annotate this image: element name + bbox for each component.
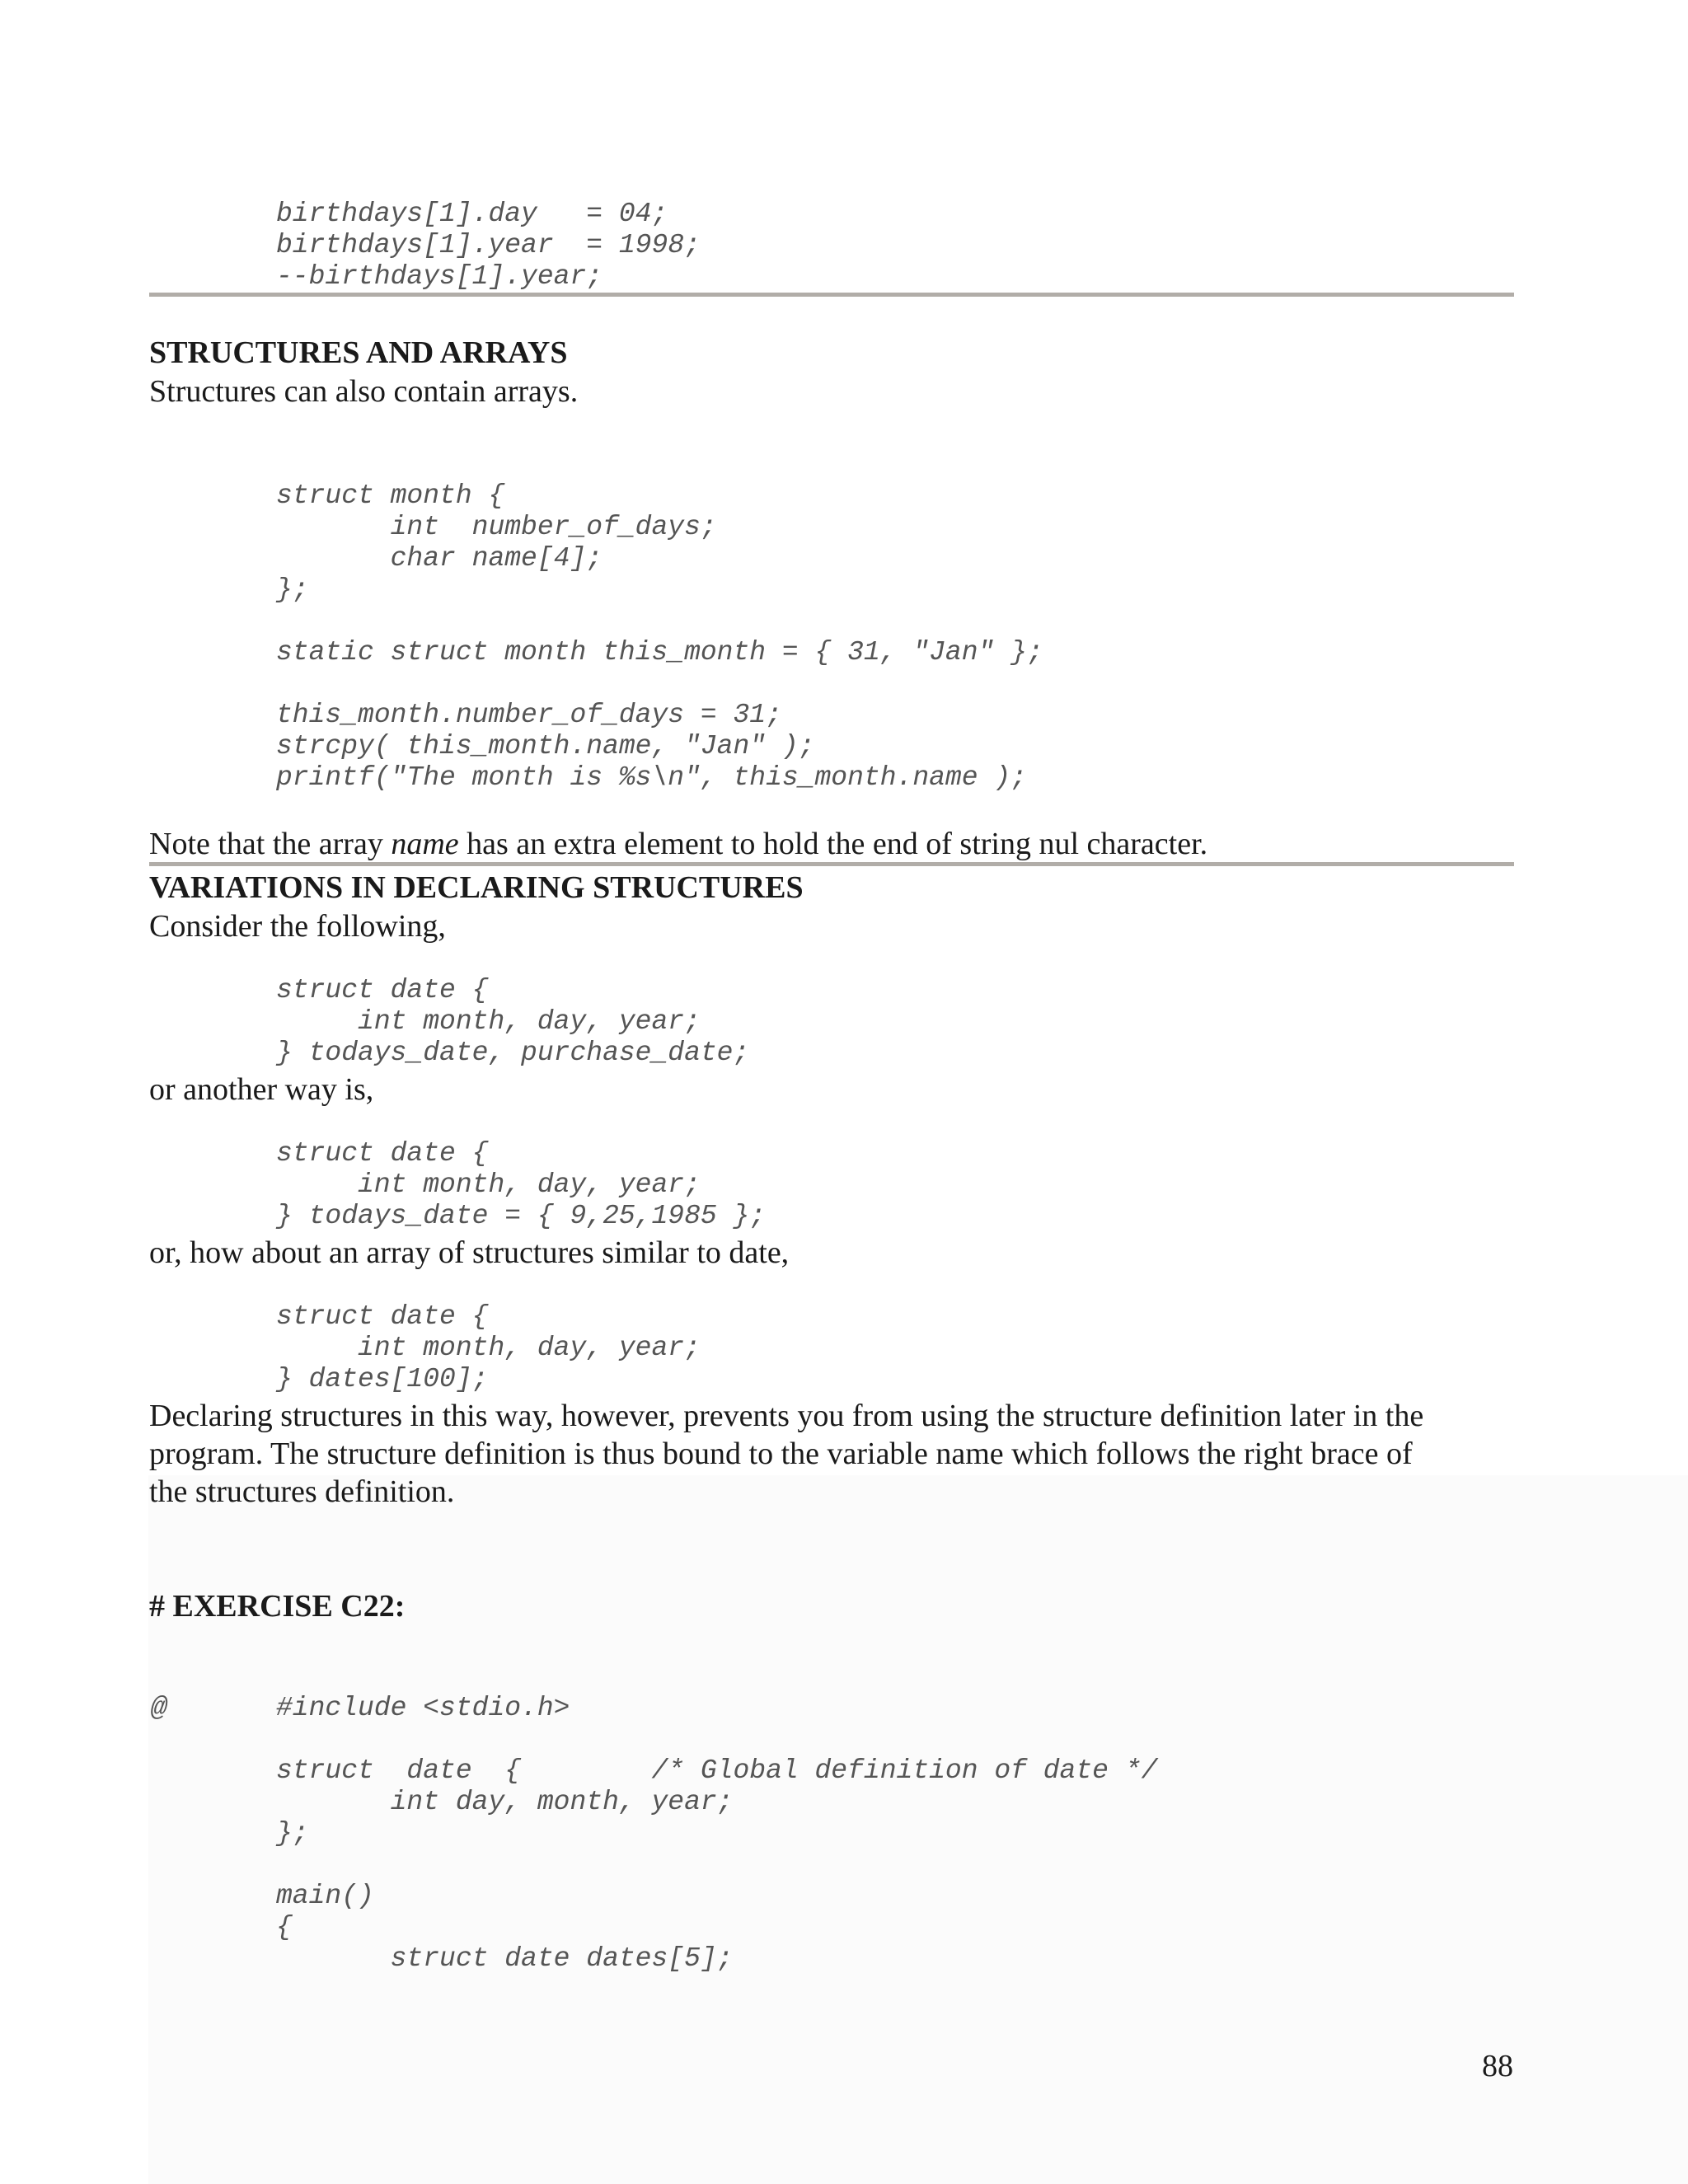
note-text-after: has an extra element to hold the end of string nul character. [458,827,1208,861]
heading-variations-declaring-structures: VARIATIONS IN DECLARING STRUCTURES [149,870,804,905]
code-line-static-struct: static struct month this_month = { 31, "Jan" }; [276,637,1043,668]
code-block-global-struct-date: struct date { /* Global definition of date */ int day, month, year; }; [276,1755,1158,1849]
section-divider-top [149,293,1514,297]
heading-structures-and-arrays: STRUCTURES AND ARRAYS [149,335,568,370]
code-line-include: #include <stdio.h> [276,1693,570,1723]
code-block-birthdays: birthdays[1].day = 04; birthdays[1].year = 1998; --birthdays[1].year; [276,199,701,292]
intro-variations: Consider the following, [149,909,446,944]
code-block-date-variant-3: struct date { int month, day, year; } dates[100]; [276,1301,701,1394]
section-divider-middle [149,862,1514,866]
exercise-marker: @ [151,1693,167,1723]
text-array-of-structures: or, how about an array of structures similar to date, [149,1235,790,1270]
page-number: 88 [1482,2049,1513,2083]
heading-exercise-c22: # EXERCISE C22: [149,1589,406,1624]
note-array-name [149,825,1207,863]
code-block-date-variant-2: struct date { int month, day, year; } todays_date = { 9,25,1985 }; [276,1138,767,1231]
paragraph-line-1: Declaring structures in this way, however, prevents you from using the structure definition later in the [149,1399,1424,1433]
code-block-this-month-usage: this_month.number_of_days = 31; strcpy( this_month.name, "Jan" ); printf("The month is %s\n", this_month.name ); [276,700,1027,793]
code-block-main: main() { struct date dates[5]; [276,1881,734,1974]
note-emphasis-name: name [391,827,459,861]
text-another-way: or another way is, [149,1072,374,1107]
code-block-date-variant-1: struct date { int month, day, year; } todays_date, purchase_date; [276,975,750,1068]
paragraph-line-2: program. The structure definition is thus bound to the variable name which follows the right brace of [149,1436,1413,1471]
intro-structures-arrays: Structures can also contain arrays. [149,374,579,409]
note-text-before: Note that the array [149,827,392,861]
code-block-struct-month: struct month { int number_of_days; char name[4]; }; [276,480,717,605]
paragraph-line-3: the structures definition. [149,1474,455,1509]
